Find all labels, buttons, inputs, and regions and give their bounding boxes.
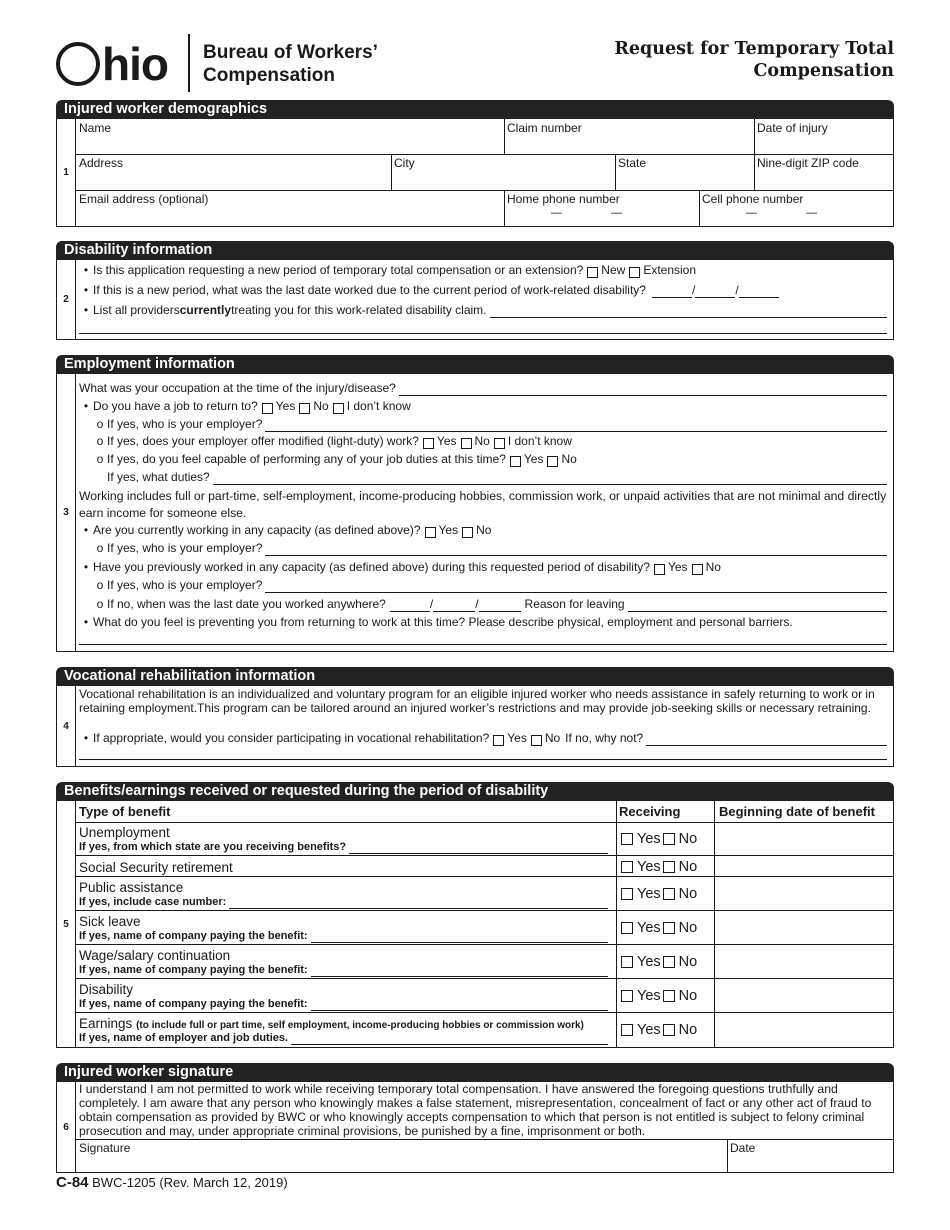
agency-name: Bureau of Workers’ Compensation bbox=[203, 42, 378, 86]
duties-field[interactable] bbox=[213, 473, 887, 485]
beginning-date-field[interactable] bbox=[714, 822, 893, 856]
benefit-detail-field[interactable] bbox=[311, 999, 608, 1011]
col-type-of-benefit: Type of benefit bbox=[79, 804, 171, 819]
section-4-title: Vocational rehabilitation information bbox=[56, 667, 894, 686]
receiving-yes-checkbox[interactable] bbox=[621, 990, 633, 1002]
last-worked-day-field[interactable] bbox=[433, 600, 475, 612]
beginning-date-field[interactable] bbox=[714, 911, 893, 945]
modified-duty-no-checkbox[interactable] bbox=[461, 438, 472, 449]
beginning-date-field[interactable] bbox=[714, 1013, 893, 1047]
phone-separator: — bbox=[806, 207, 817, 219]
receiving-yes-checkbox[interactable] bbox=[621, 833, 633, 845]
section-number: 4 bbox=[57, 686, 76, 766]
section-number: 6 bbox=[57, 1082, 76, 1172]
previously-working-yes-checkbox[interactable] bbox=[654, 564, 665, 575]
signature-date-field[interactable]: Date bbox=[730, 1141, 756, 1155]
section-6-signature bbox=[56, 1082, 894, 1173]
reason-for-leaving-field[interactable] bbox=[628, 600, 887, 612]
section-2-title: Disability information bbox=[56, 241, 894, 260]
cell-phone-field[interactable]: Cell phone number bbox=[702, 192, 804, 206]
currently-working-no-checkbox[interactable] bbox=[462, 527, 473, 538]
why-not-field-line-2[interactable] bbox=[79, 748, 887, 760]
section-6-title: Injured worker signature bbox=[56, 1063, 894, 1082]
last-worked-month-field[interactable] bbox=[390, 600, 430, 612]
new-checkbox[interactable] bbox=[587, 267, 598, 278]
signature-field[interactable]: Signature bbox=[79, 1141, 131, 1155]
section-2-disability bbox=[56, 260, 894, 340]
attestation-statement: I understand I am not permitted to work while receiving temporary total compensation. I have answered the foregoing questions truthfully and completely. I am aware that any person who knowingly makes a false statement, misrepresentation, concealment of fact or any other act of fraud to obtain compensation as provided by BWC or who knowingly accepts compensation to which that person is not entitled is subject to felony criminal prosecution and may, under appropriate criminal provisions, be punished by a fine, imprisonment or both. bbox=[79, 1082, 872, 1138]
benefit-row: Disability If yes, name of company paying the benefit: Yes No bbox=[76, 979, 893, 1013]
form-code: C-84 bbox=[56, 1174, 89, 1191]
date-month-field[interactable] bbox=[652, 286, 692, 298]
ohio-logo: hio bbox=[56, 36, 168, 92]
working-definition: Working includes full or part-time, self-employment, income-producing hobbies, commission work, or unpaid activities that are not minimal and directly earn income for someone else. bbox=[79, 489, 887, 520]
logo-divider bbox=[188, 34, 190, 92]
benefit-row: Social Security retirement Yes No bbox=[76, 856, 893, 877]
job-return-dont-know-checkbox[interactable] bbox=[333, 403, 344, 414]
receiving-yes-checkbox[interactable] bbox=[621, 956, 633, 968]
providers-question: • List all providers currently treating you for this work-related disability claim. bbox=[79, 302, 887, 318]
beginning-date-field[interactable] bbox=[714, 856, 893, 877]
city-field[interactable]: City bbox=[394, 156, 415, 170]
extension-checkbox[interactable] bbox=[629, 267, 640, 278]
current-employer-field[interactable] bbox=[265, 544, 887, 556]
vocational-yes-checkbox[interactable] bbox=[493, 735, 504, 746]
beginning-date-field[interactable] bbox=[714, 979, 893, 1013]
receiving-no-checkbox[interactable] bbox=[663, 956, 675, 968]
date-day-field[interactable] bbox=[695, 286, 735, 298]
section-5-title: Benefits/earnings received or requested during the period of disability bbox=[56, 782, 894, 801]
job-return-no-checkbox[interactable] bbox=[299, 403, 310, 414]
previously-working-no-checkbox[interactable] bbox=[692, 564, 703, 575]
barriers-field[interactable] bbox=[79, 633, 887, 645]
receiving-no-checkbox[interactable] bbox=[663, 861, 675, 873]
providers-field-line-2[interactable] bbox=[79, 322, 887, 334]
benefit-row: Public assistance If yes, include case number: Yes No bbox=[76, 877, 893, 911]
benefit-row: Earnings (to include full or part time, self employment, income-producing hobbies or commission work) If yes, name of employer and job duties. Yes No bbox=[76, 1013, 893, 1047]
address-field[interactable]: Address bbox=[79, 156, 124, 170]
employer-field[interactable] bbox=[265, 420, 887, 432]
section-3-employment: 3 What was your occupation at the time of the injury/disease? • Do you have a job to return to? Yes No I don’t know o If yes, who is your employer? o If yes, does your employer offer modified (light-duty) work? Yes No I don’t know o If yes, do you feel capable of performing any of your job duties at this time? Yes No If yes, what duties? Working includes full or part-time, self-employment, income-producing hobbies, commission work, or unpaid activities that are not minimal and directly earn income for someone else. • Are you currently working in any capacity (as defined above)? Yes No o If yes, who is your employer? • Have you previously worked in any capacity (as defined above) during this requested period of disability? Yes No o If yes, who is your employer? o If no, when was the last date you worked anywhere? / / Reason for leaving • What do you feel is preventing you from returning to work at this time? Please describe physical, employment and personal barriers. bbox=[56, 374, 894, 652]
beginning-date-field[interactable] bbox=[714, 877, 893, 911]
email-field[interactable]: Email address (optional) bbox=[79, 192, 209, 206]
form-footer bbox=[56, 1174, 288, 1191]
receiving-no-checkbox[interactable] bbox=[663, 833, 675, 845]
last-worked-year-field[interactable] bbox=[479, 600, 521, 612]
new-or-extension-question: • Is this application requesting a new period of temporary total compensation or an extension? New Extension bbox=[83, 263, 697, 277]
ohio-logo-o-icon bbox=[56, 42, 100, 86]
modified-duty-yes-checkbox[interactable] bbox=[423, 438, 434, 449]
benefit-detail-field[interactable] bbox=[349, 842, 608, 854]
section-number: 5 bbox=[57, 801, 76, 1047]
phone-separator: — bbox=[551, 207, 562, 219]
benefit-row: Wage/salary continuation If yes, name of company paying the benefit: Yes No bbox=[76, 945, 893, 979]
previous-employer-field[interactable] bbox=[265, 581, 887, 593]
capable-yes-checkbox[interactable] bbox=[510, 456, 521, 467]
section-4-vocational: 4 Vocational rehabilitation is an individualized and voluntary program for an eligible injured worker who needs assistance in safely returning to work or in retaining employment.This program can be tailored around an injured worker’s restrictions and may provide job-seeking skills or necessary retraining. • If appropriate, would you consider participating in vocational rehabilitation? Yes No If no, why not? bbox=[56, 686, 894, 767]
section-number: 3 bbox=[57, 374, 76, 651]
col-beginning-date: Beginning date of benefit bbox=[719, 804, 875, 819]
section-3-title: Employment information bbox=[56, 355, 894, 374]
section-number: 2 bbox=[57, 260, 76, 339]
section-1-title: Injured worker demographics bbox=[56, 100, 894, 119]
benefit-detail-field[interactable] bbox=[229, 897, 608, 909]
section-5-benefits bbox=[56, 801, 894, 1048]
phone-separator: — bbox=[611, 207, 622, 219]
state-field[interactable]: State bbox=[618, 156, 647, 170]
receiving-no-checkbox[interactable] bbox=[663, 888, 675, 900]
form-id: BWC-1205 (Rev. March 12, 2019) bbox=[92, 1175, 288, 1190]
vocational-no-checkbox[interactable] bbox=[531, 735, 542, 746]
phone-separator: — bbox=[746, 207, 757, 219]
section-1-demographics bbox=[56, 119, 894, 227]
benefit-detail-field[interactable] bbox=[311, 965, 608, 977]
date-of-injury-field[interactable]: Date of injury bbox=[757, 121, 828, 135]
capable-no-checkbox[interactable] bbox=[547, 456, 558, 467]
receiving-no-checkbox[interactable] bbox=[663, 922, 675, 934]
date-year-field[interactable] bbox=[739, 286, 779, 298]
benefit-row: Sick leave If yes, name of company paying the benefit: Yes No bbox=[76, 911, 893, 945]
receiving-no-checkbox[interactable] bbox=[663, 990, 675, 1002]
benefit-detail-field[interactable] bbox=[291, 1033, 608, 1045]
last-date-worked-question: • If this is a new period, what was the last date worked due to the current period of work-related disability? / / bbox=[79, 282, 887, 298]
form-title: Request for Temporary Total Compensation bbox=[614, 39, 894, 81]
benefit-row: Unemployment If yes, from which state are you receiving benefits? Yes No bbox=[76, 822, 893, 856]
claim-number-field[interactable]: Claim number bbox=[507, 121, 582, 135]
providers-field[interactable] bbox=[490, 306, 888, 318]
home-phone-field[interactable]: Home phone number bbox=[507, 192, 620, 206]
job-return-yes-checkbox[interactable] bbox=[262, 403, 273, 414]
receiving-yes-checkbox[interactable] bbox=[621, 888, 633, 900]
form-header bbox=[56, 34, 894, 96]
occupation-field[interactable] bbox=[399, 384, 887, 396]
zip-field[interactable]: Nine-digit ZIP code bbox=[757, 156, 859, 170]
receiving-yes-checkbox[interactable] bbox=[621, 861, 633, 873]
vocational-description: Vocational rehabilitation is an individualized and voluntary program for an eligible injured worker who needs assistance in safely returning to work or in retaining employment.This program can be tailored around an injured worker’s restrictions and may provide job-seeking skills or necessary retraining. bbox=[79, 687, 875, 715]
benefit-detail-field[interactable] bbox=[311, 931, 608, 943]
why-not-field[interactable] bbox=[646, 734, 887, 746]
beginning-date-field[interactable] bbox=[714, 945, 893, 979]
col-receiving: Receiving bbox=[619, 804, 681, 819]
currently-working-yes-checkbox[interactable] bbox=[425, 527, 436, 538]
receiving-yes-checkbox[interactable] bbox=[621, 1024, 633, 1036]
modified-duty-dont-know-checkbox[interactable] bbox=[494, 438, 505, 449]
name-field[interactable]: Name bbox=[79, 121, 112, 135]
receiving-yes-checkbox[interactable] bbox=[621, 922, 633, 934]
section-number: 1 bbox=[57, 119, 76, 226]
receiving-no-checkbox[interactable] bbox=[663, 1024, 675, 1036]
